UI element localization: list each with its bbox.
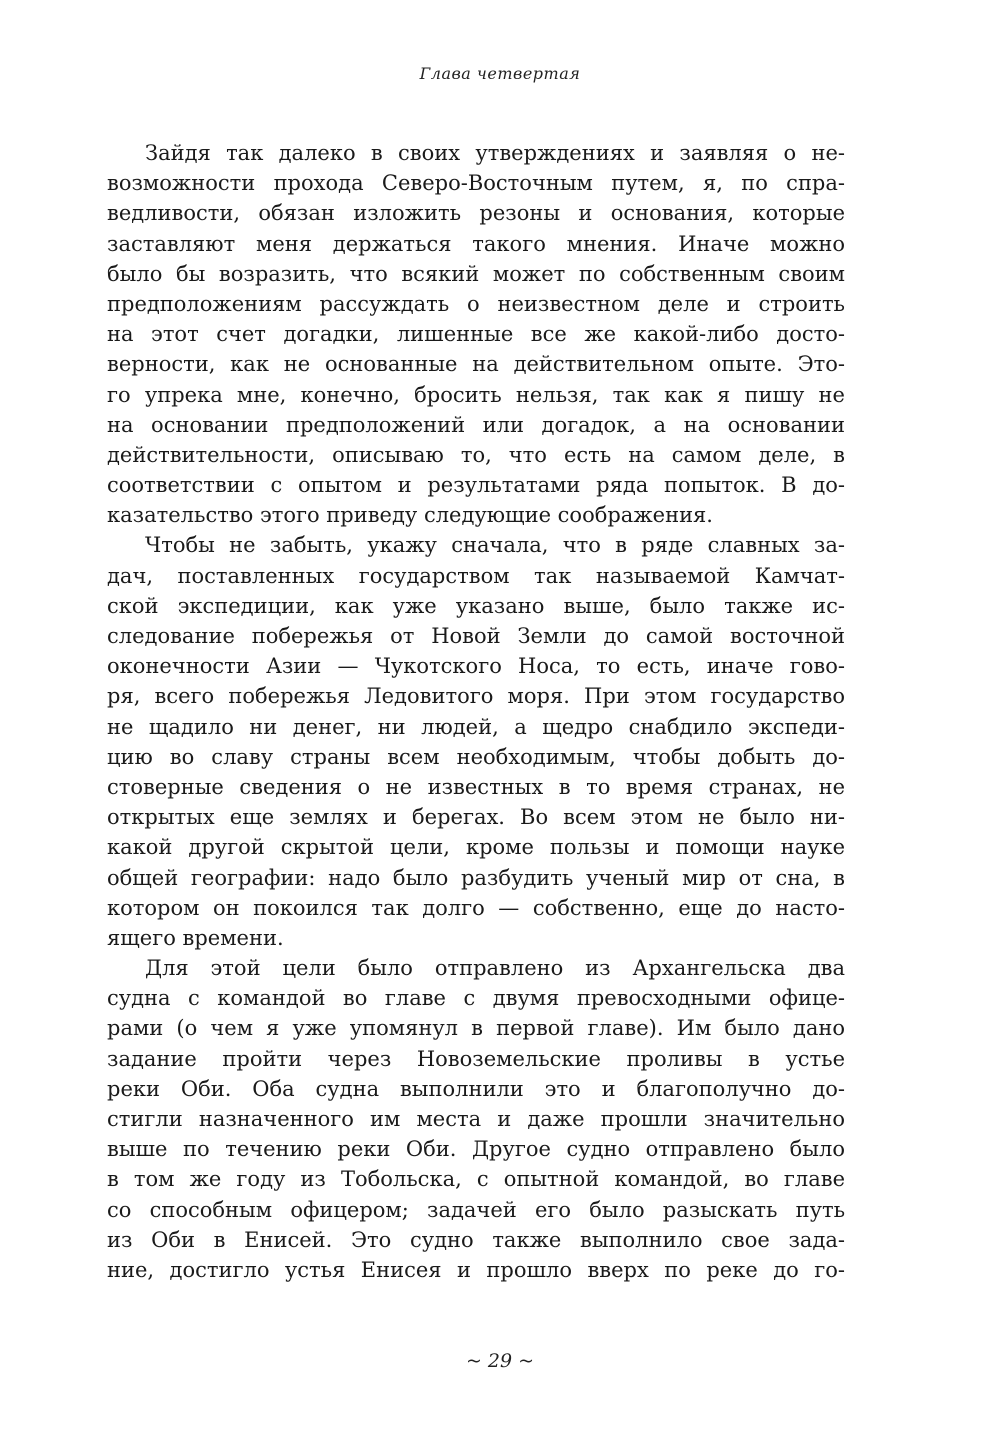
text-line: дач, поставленных государством так называемой Камчат- — [107, 563, 845, 588]
text-line: оконечности Азии — Чукотского Носа, то есть, иначе гово- — [107, 654, 845, 679]
page-number: ~ 29 ~ — [465, 1350, 535, 1372]
text-line: предположениям рассуждать о неизвестном деле и строить — [107, 291, 845, 316]
running-head: Глава четвертая — [419, 64, 581, 83]
text-line: верности, как не основанные на действительном опыте. Это- — [107, 352, 845, 377]
text-line: ведливости, обязан изложить резоны и основания, которые — [107, 201, 845, 226]
text-line: заставляют меня держаться такого мнения. Иначе можно — [107, 231, 845, 256]
text-line: на основании предположений или догадок, а на основании — [107, 412, 845, 437]
text-line: соответствии с опытом и результатами ряда попыток. В до- — [107, 473, 845, 498]
text-line: общей географии: надо было разбудить ученый мир от сна, в — [107, 865, 845, 890]
text-line: из Оби в Енисей. Это судно также выполнило свое зада- — [107, 1227, 845, 1252]
text-line: не щадило ни денег, ни людей, а щедро снабдило экспеди- — [107, 714, 845, 739]
text-line: ской экспедиции, как уже указано выше, было также ис- — [107, 593, 845, 618]
text-line: стигли назначенного им места и даже прошли значительно — [107, 1107, 845, 1131]
text-line: рами (о чем я уже упомянул в первой главе). Им было дано — [107, 1016, 845, 1041]
body-text — [107, 138, 845, 1285]
text-line: задание пройти через Новоземельские проливы в устье — [107, 1046, 845, 1071]
text-line: ря, всего побережья Ледовитого моря. При этом государство — [107, 684, 845, 709]
text-line: ящего времени. — [107, 925, 284, 950]
text-line: казательство этого приведу следующие соображения. — [107, 503, 713, 528]
text-line: в том же году из Тобольска, с опытной командой, во главе — [107, 1167, 845, 1192]
text-line: выше по течению реки Оби. Другое судно отправлено было — [107, 1137, 845, 1162]
text-line: открытых еще землях и берегах. Во всем этом не было ни- — [107, 805, 845, 830]
text-line: на этот счет догадки, лишенные все же какой-либо досто- — [107, 322, 845, 347]
text-line: го упрека мне, конечно, бросить нельзя, так как я пишу не — [107, 382, 845, 407]
text-line: какой другой скрытой цели, кроме пользы и помощи науке — [107, 835, 845, 860]
text-line: следование побережья от Новой Земли до самой восточной — [107, 624, 845, 648]
text-line: Чтобы не забыть, укажу сначала, что в ряде славных за- — [145, 533, 845, 558]
text-line: реки Оби. Оба судна выполнили это и благополучно до- — [107, 1076, 845, 1101]
text-line: Зайдя так далеко в своих утверждениях и заявляя о не- — [145, 141, 845, 165]
text-line: стоверные сведения о не известных в то время странах, не — [107, 774, 845, 799]
text-line: ние, достигло устья Енисея и прошло вверх по реке до го- — [107, 1257, 845, 1282]
text-line: цию во славу страны всем необходимым, чтобы добыть до- — [107, 744, 845, 769]
text-line: со способным офицером; задачей его было разыскать путь — [107, 1197, 845, 1222]
text-line: судна с командой во главе с двумя превосходными офице- — [107, 986, 845, 1011]
text-line: возможности прохода Северо-Восточным путем, я, по спра- — [107, 171, 845, 196]
text-line: действительности, описываю то, что есть на самом деле, в — [107, 442, 845, 467]
text-line: котором он покоился так долго — собственно, еще до насто- — [107, 895, 845, 920]
text-line: Для этой цели было отправлено из Архангельска два — [145, 956, 845, 981]
text-line: было бы возразить, что всякий может по собственным своим — [107, 261, 845, 286]
